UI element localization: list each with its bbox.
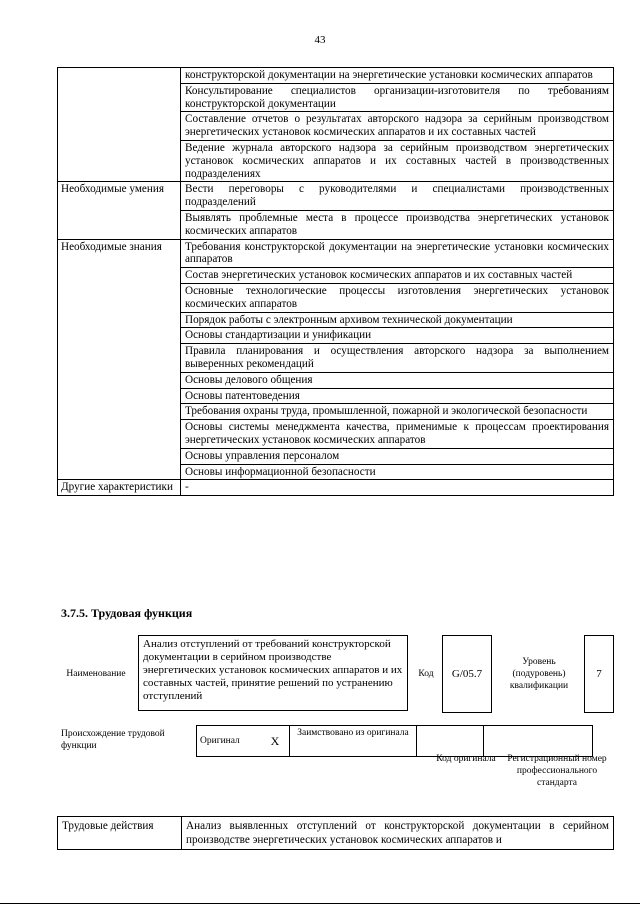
origin-label bbox=[61, 728, 191, 752]
row-item: Требования охраны труда, промышленной, пожарной и экологической безопасности bbox=[181, 404, 614, 420]
page-number: 43 bbox=[314, 34, 326, 46]
code-value bbox=[442, 635, 492, 713]
row-item: Состав энергетических установок космических аппаратов и их составных частей bbox=[181, 268, 614, 284]
borrowed-label: Заимствовано из оригинала bbox=[290, 726, 417, 757]
table-row bbox=[58, 68, 614, 84]
code-original-caption-text: Код оригинала bbox=[436, 754, 496, 764]
row-item: Основные технологические процессы изготовления энергетических установок космических аппаратов bbox=[181, 283, 614, 312]
name-label-text: Наименование bbox=[66, 668, 126, 679]
row-item: Порядок работы с электронным архивом технической документации bbox=[181, 312, 614, 328]
row-item: конструкторской документации на энергетические установки космических аппаратов bbox=[181, 68, 614, 84]
row-item: Основы патентоведения bbox=[181, 388, 614, 404]
table-row bbox=[58, 182, 614, 211]
row-item: Основы системы менеджмента качества, применимые к процессам проектирования энергетических установок космических аппаратов bbox=[181, 420, 614, 449]
level-label bbox=[497, 636, 581, 711]
code-original-caption bbox=[432, 753, 500, 765]
row-label bbox=[58, 68, 181, 182]
row-label: Необходимые знания bbox=[58, 239, 181, 480]
table-row bbox=[58, 480, 614, 496]
row-item: Основы информационной безопасности bbox=[181, 464, 614, 480]
level-value bbox=[584, 635, 614, 713]
row-item: Основы стандартизации и унификации bbox=[181, 328, 614, 344]
level-label-text: Уровень (подуровень) квалификации bbox=[509, 656, 569, 691]
code-original-cell bbox=[417, 726, 484, 757]
name-value-text: Анализ отступлений от требований конструкторской документации в серийном производстве энергетических установок космических аппаратов и их составных частей, принятие решений по устранению отступлений bbox=[143, 638, 403, 702]
row-item: Консультирование специалистов организации-изготовителя по требованиям конструкторской документации bbox=[181, 83, 614, 112]
actions-label: Трудовые действия bbox=[58, 817, 182, 850]
row-item: Составление отчетов о результатах авторского надзора за серийным производством энергетических установок космических аппаратов и их составных частей bbox=[181, 112, 614, 141]
actions-text: Анализ выявленных отступлений от конструкторской документации в серийном производстве энергетических установок космических аппаратов и bbox=[182, 817, 614, 850]
page-bottom-rule bbox=[0, 903, 640, 904]
code-label bbox=[412, 636, 440, 711]
row-item: Ведение журнала авторского надзора за серийным производством энергетических установок космических аппаратов и их составных частей в производственных подразделениях bbox=[181, 140, 614, 181]
original-mark: X bbox=[261, 726, 290, 757]
actions-table bbox=[57, 816, 614, 850]
level-value-text: 7 bbox=[596, 667, 602, 680]
row-label: Другие характеристики bbox=[58, 480, 181, 496]
origin-label-text: Происхождение трудовой функции bbox=[61, 729, 165, 751]
section-title: 3.7.5. Трудовая функция bbox=[61, 606, 193, 620]
requirements-table bbox=[57, 67, 614, 496]
reg-number-cell bbox=[484, 726, 593, 757]
row-item: Вести переговоры с руководителями и специалистами производственных подразделений bbox=[181, 182, 614, 211]
row-item: Требования конструкторской документации на энергетические установки космических аппаратов bbox=[181, 239, 614, 268]
row-item: Основы делового общения bbox=[181, 372, 614, 388]
row-item: - bbox=[181, 480, 614, 496]
row-label: Необходимые умения bbox=[58, 182, 181, 239]
name-label bbox=[57, 636, 135, 711]
table-row bbox=[58, 239, 614, 268]
reg-number-caption-text: Регистрационный номер профессионального стандарта bbox=[507, 754, 607, 788]
reg-number-caption bbox=[502, 753, 612, 789]
row-item: Основы управления персоналом bbox=[181, 448, 614, 464]
original-label: Оригинал bbox=[197, 726, 262, 757]
row-item: Выявлять проблемные места в процессе производства энергетических установок космических аппаратов bbox=[181, 210, 614, 239]
name-value bbox=[138, 635, 408, 711]
row-item: Правила планирования и осуществления авторского надзора за выполнением выверенных рекомендаций bbox=[181, 344, 614, 373]
code-value-text: G/05.7 bbox=[451, 667, 483, 680]
code-label-text: Код bbox=[418, 668, 434, 679]
